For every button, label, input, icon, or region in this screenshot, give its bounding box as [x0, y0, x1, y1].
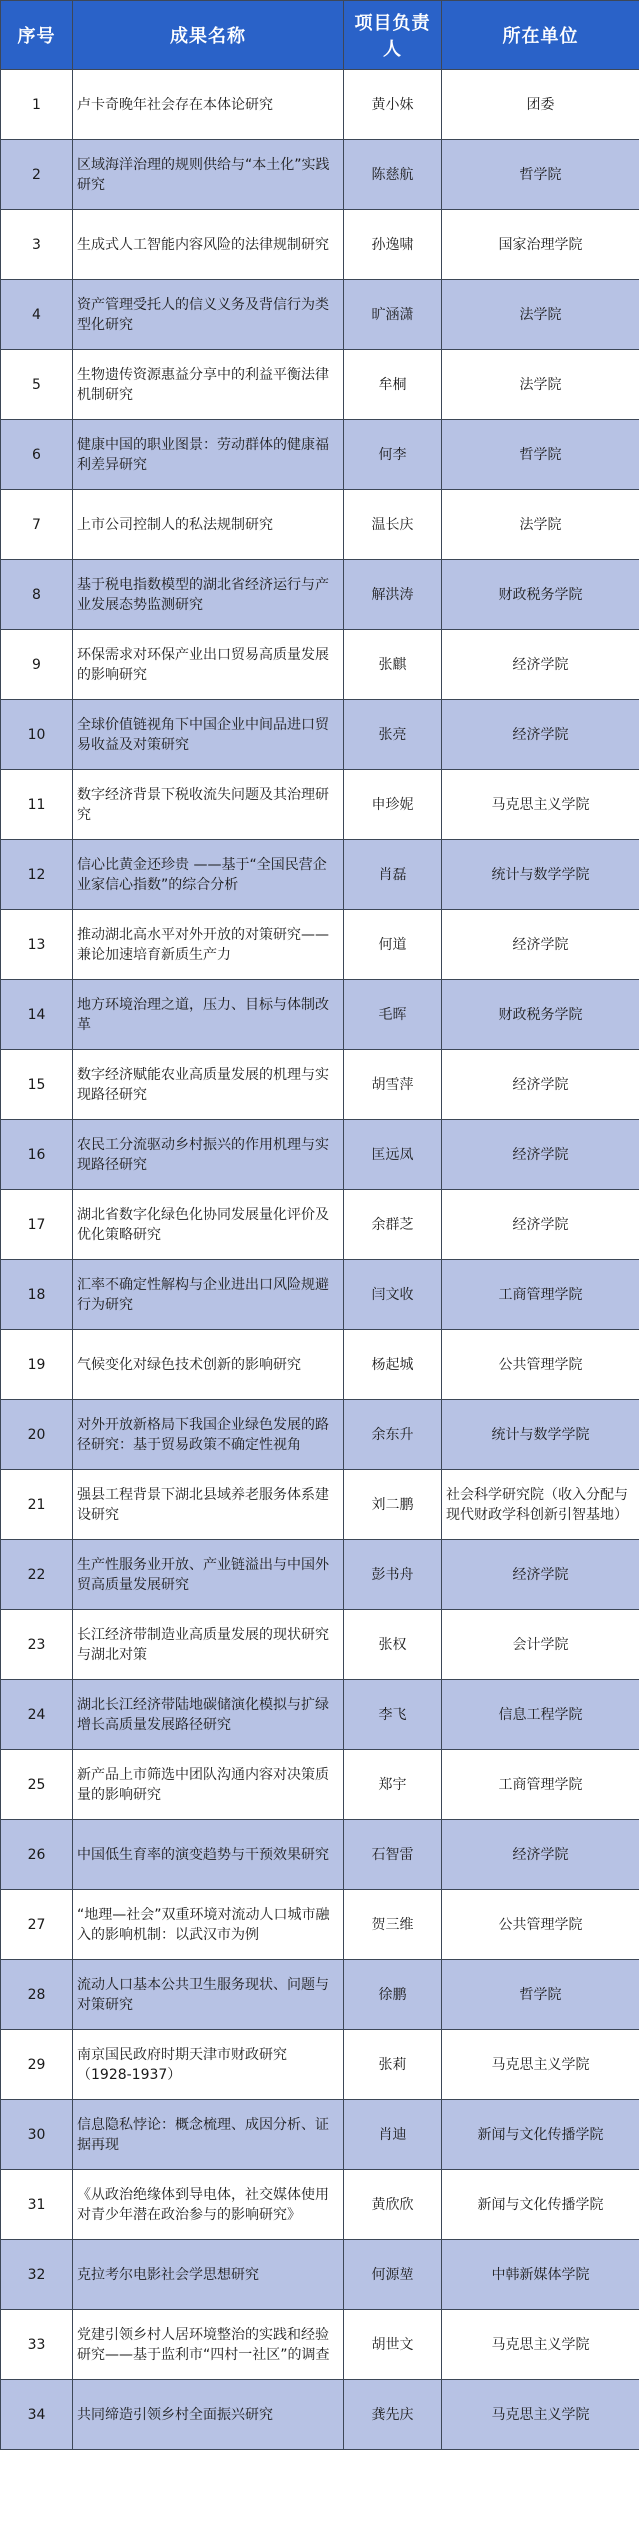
- table-row: [1, 2100, 639, 2170]
- department: 哲学院: [442, 420, 639, 490]
- project-title: 汇率不确定性解构与企业进出口风险规避行为研究: [73, 1260, 344, 1330]
- table-row: [1, 1610, 639, 1680]
- row-number: 20: [1, 1400, 73, 1470]
- department: 法学院: [442, 490, 639, 560]
- row-number: 19: [1, 1330, 73, 1400]
- department: 公共管理学院: [442, 1890, 639, 1960]
- project-title: 卢卡奇晚年社会存在本体论研究: [73, 70, 344, 140]
- project-title: 生物遗传资源惠益分享中的利益平衡法律机制研究: [73, 350, 344, 420]
- table-row: [1, 280, 639, 350]
- header-name: 成果名称: [73, 1, 344, 70]
- department: 信息工程学院: [442, 1680, 639, 1750]
- project-lead: 解洪涛: [344, 560, 442, 630]
- row-number: 10: [1, 700, 73, 770]
- project-lead: 肖迪: [344, 2100, 442, 2170]
- project-lead: 杨起城: [344, 1330, 442, 1400]
- project-title: 流动人口基本公共卫生服务现状、问题与对策研究: [73, 1960, 344, 2030]
- project-title: 环保需求对环保产业出口贸易高质量发展的影响研究: [73, 630, 344, 700]
- department: 经济学院: [442, 910, 639, 980]
- department: 经济学院: [442, 1820, 639, 1890]
- header-no: 序号: [1, 1, 73, 70]
- project-lead: 黄欣欣: [344, 2170, 442, 2240]
- table-row: [1, 1050, 639, 1120]
- table-row: [1, 1260, 639, 1330]
- project-title: 基于税电指数模型的湖北省经济运行与产业发展态势监测研究: [73, 560, 344, 630]
- table-row: [1, 420, 639, 490]
- table-row: [1, 770, 639, 840]
- department: 会计学院: [442, 1610, 639, 1680]
- row-number: 17: [1, 1190, 73, 1260]
- project-lead: 张亮: [344, 700, 442, 770]
- department: 国家治理学院: [442, 210, 639, 280]
- project-lead: 郑宇: [344, 1750, 442, 1820]
- project-lead: 肖磊: [344, 840, 442, 910]
- project-lead: 黄小妹: [344, 70, 442, 140]
- department: 财政税务学院: [442, 560, 639, 630]
- department: 哲学院: [442, 140, 639, 210]
- row-number: 14: [1, 980, 73, 1050]
- row-number: 26: [1, 1820, 73, 1890]
- row-number: 28: [1, 1960, 73, 2030]
- project-lead: 何李: [344, 420, 442, 490]
- project-title: 信心比黄金还珍贵 ——基于“全国民营企业家信心指数”的综合分析: [73, 840, 344, 910]
- table-row: [1, 1400, 639, 1470]
- table-row: [1, 910, 639, 980]
- table-row: [1, 980, 639, 1050]
- department: 中韩新媒体学院: [442, 2240, 639, 2310]
- table-body: [1, 70, 639, 2450]
- department: 统计与数学学院: [442, 840, 639, 910]
- project-lead: 匡远凤: [344, 1120, 442, 1190]
- project-title: 气候变化对绿色技术创新的影响研究: [73, 1330, 344, 1400]
- project-lead: 温长庆: [344, 490, 442, 560]
- row-number: 18: [1, 1260, 73, 1330]
- project-title: 长江经济带制造业高质量发展的现状研究与湖北对策: [73, 1610, 344, 1680]
- department: 社会科学研究院（收入分配与现代财政学科创新引智基地）: [442, 1470, 639, 1540]
- table-row: [1, 1330, 639, 1400]
- project-lead: 贺三维: [344, 1890, 442, 1960]
- department: 经济学院: [442, 1120, 639, 1190]
- row-number: 4: [1, 280, 73, 350]
- table-row: [1, 630, 639, 700]
- table-row: [1, 2030, 639, 2100]
- project-title: 全球价值链视角下中国企业中间品进口贸易收益及对策研究: [73, 700, 344, 770]
- row-number: 12: [1, 840, 73, 910]
- project-title: “地理—社会”双重环境对流动人口城市融入的影响机制：以武汉市为例: [73, 1890, 344, 1960]
- table-row: [1, 1820, 639, 1890]
- project-lead: 张权: [344, 1610, 442, 1680]
- project-title: 中国低生育率的演变趋势与干预效果研究: [73, 1820, 344, 1890]
- project-lead: 申珍妮: [344, 770, 442, 840]
- table-row: [1, 2170, 639, 2240]
- table-row: [1, 2310, 639, 2380]
- table-row: [1, 140, 639, 210]
- project-lead: 何源堃: [344, 2240, 442, 2310]
- project-title: 生产性服务业开放、产业链溢出与中国外贸高质量发展研究: [73, 1540, 344, 1610]
- project-title: 健康中国的职业图景：劳动群体的健康福利差异研究: [73, 420, 344, 490]
- project-title: 对外开放新格局下我国企业绿色发展的路径研究：基于贸易政策不确定性视角: [73, 1400, 344, 1470]
- table-row: [1, 560, 639, 630]
- project-lead: 孙逸啸: [344, 210, 442, 280]
- department: 公共管理学院: [442, 1330, 639, 1400]
- project-lead: 徐鹏: [344, 1960, 442, 2030]
- row-number: 8: [1, 560, 73, 630]
- project-title: 地方环境治理之道，压力、目标与体制改革: [73, 980, 344, 1050]
- table-row: [1, 840, 639, 910]
- table-row: [1, 1680, 639, 1750]
- table-row: [1, 70, 639, 140]
- row-number: 33: [1, 2310, 73, 2380]
- project-lead: 龚先庆: [344, 2380, 442, 2450]
- department: 法学院: [442, 350, 639, 420]
- department: 经济学院: [442, 700, 639, 770]
- project-lead: 张麒: [344, 630, 442, 700]
- department: 经济学院: [442, 1190, 639, 1260]
- department: 新闻与文化传播学院: [442, 2170, 639, 2240]
- project-lead: 旷涵潇: [344, 280, 442, 350]
- row-number: 34: [1, 2380, 73, 2450]
- row-number: 23: [1, 1610, 73, 1680]
- row-number: 21: [1, 1470, 73, 1540]
- table-row: [1, 350, 639, 420]
- project-lead: 余东升: [344, 1400, 442, 1470]
- department: 经济学院: [442, 630, 639, 700]
- table-row: [1, 2380, 639, 2450]
- department: 工商管理学院: [442, 1260, 639, 1330]
- table-row: [1, 1750, 639, 1820]
- project-title: 党建引领乡村人居环境整治的实践和经验研究——基于监利市“四村一社区”的调查: [73, 2310, 344, 2380]
- project-lead: 李飞: [344, 1680, 442, 1750]
- row-number: 27: [1, 1890, 73, 1960]
- table-row: [1, 2240, 639, 2310]
- project-lead: 牟桐: [344, 350, 442, 420]
- project-title: 新产品上市筛选中团队沟通内容对决策质量的影响研究: [73, 1750, 344, 1820]
- project-title: 《从政治绝缘体到导电体，社交媒体使用对青少年潜在政治参与的影响研究》: [73, 2170, 344, 2240]
- project-lead: 石智雷: [344, 1820, 442, 1890]
- header-unit: 所在单位: [442, 1, 639, 70]
- row-number: 24: [1, 1680, 73, 1750]
- project-title: 强县工程背景下湖北县域养老服务体系建设研究: [73, 1470, 344, 1540]
- row-number: 29: [1, 2030, 73, 2100]
- project-title: 湖北省数字化绿色化协同发展量化评价及优化策略研究: [73, 1190, 344, 1260]
- table-row: [1, 1960, 639, 2030]
- project-title: 区域海洋治理的规则供给与“本土化”实践研究: [73, 140, 344, 210]
- project-lead: 刘二鹏: [344, 1470, 442, 1540]
- table-row: [1, 1190, 639, 1260]
- project-title: 农民工分流驱动乡村振兴的作用机理与实现路径研究: [73, 1120, 344, 1190]
- project-lead: 胡世文: [344, 2310, 442, 2380]
- department: 马克思主义学院: [442, 2310, 639, 2380]
- header-lead: 项目负责人: [344, 1, 442, 70]
- department: 哲学院: [442, 1960, 639, 2030]
- table-row: [1, 490, 639, 560]
- department: 新闻与文化传播学院: [442, 2100, 639, 2170]
- project-title: 数字经济赋能农业高质量发展的机理与实现路径研究: [73, 1050, 344, 1120]
- project-lead: 闫文收: [344, 1260, 442, 1330]
- row-number: 3: [1, 210, 73, 280]
- department: 经济学院: [442, 1050, 639, 1120]
- row-number: 31: [1, 2170, 73, 2240]
- project-title: 共同缔造引领乡村全面振兴研究: [73, 2380, 344, 2450]
- table-row: [1, 1540, 639, 1610]
- row-number: 25: [1, 1750, 73, 1820]
- department: 经济学院: [442, 1540, 639, 1610]
- department: 马克思主义学院: [442, 2380, 639, 2450]
- project-lead: 张莉: [344, 2030, 442, 2100]
- department: 工商管理学院: [442, 1750, 639, 1820]
- project-title: 推动湖北高水平对外开放的对策研究——兼论加速培育新质生产力: [73, 910, 344, 980]
- project-title: 资产管理受托人的信义义务及背信行为类型化研究: [73, 280, 344, 350]
- department: 马克思主义学院: [442, 770, 639, 840]
- project-lead: 余群芝: [344, 1190, 442, 1260]
- table-row: [1, 1470, 639, 1540]
- project-title: 生成式人工智能内容风险的法律规制研究: [73, 210, 344, 280]
- row-number: 7: [1, 490, 73, 560]
- project-lead: 何道: [344, 910, 442, 980]
- project-title: 南京国民政府时期天津市财政研究（1928-1937）: [73, 2030, 344, 2100]
- header-row: [1, 1, 639, 70]
- project-title: 上市公司控制人的私法规制研究: [73, 490, 344, 560]
- row-number: 6: [1, 420, 73, 490]
- table-row: [1, 1890, 639, 1960]
- row-number: 2: [1, 140, 73, 210]
- department: 团委: [442, 70, 639, 140]
- row-number: 5: [1, 350, 73, 420]
- project-title: 信息隐私悖论：概念梳理、成因分析、证据再现: [73, 2100, 344, 2170]
- project-title: 克拉考尔电影社会学思想研究: [73, 2240, 344, 2310]
- project-title: 数字经济背景下税收流失问题及其治理研究: [73, 770, 344, 840]
- project-title: 湖北长江经济带陆地碳储演化模拟与扩绿增长高质量发展路径研究: [73, 1680, 344, 1750]
- row-number: 32: [1, 2240, 73, 2310]
- row-number: 11: [1, 770, 73, 840]
- row-number: 1: [1, 70, 73, 140]
- table-row: [1, 1120, 639, 1190]
- table-row: [1, 210, 639, 280]
- row-number: 13: [1, 910, 73, 980]
- row-number: 22: [1, 1540, 73, 1610]
- project-lead: 胡雪萍: [344, 1050, 442, 1120]
- project-lead: 毛晖: [344, 980, 442, 1050]
- department: 马克思主义学院: [442, 2030, 639, 2100]
- department: 法学院: [442, 280, 639, 350]
- table-row: [1, 700, 639, 770]
- row-number: 9: [1, 630, 73, 700]
- row-number: 15: [1, 1050, 73, 1120]
- department: 财政税务学院: [442, 980, 639, 1050]
- row-number: 30: [1, 2100, 73, 2170]
- department: 统计与数学学院: [442, 1400, 639, 1470]
- project-lead: 陈慈航: [344, 140, 442, 210]
- project-lead: 彭书舟: [344, 1540, 442, 1610]
- row-number: 16: [1, 1120, 73, 1190]
